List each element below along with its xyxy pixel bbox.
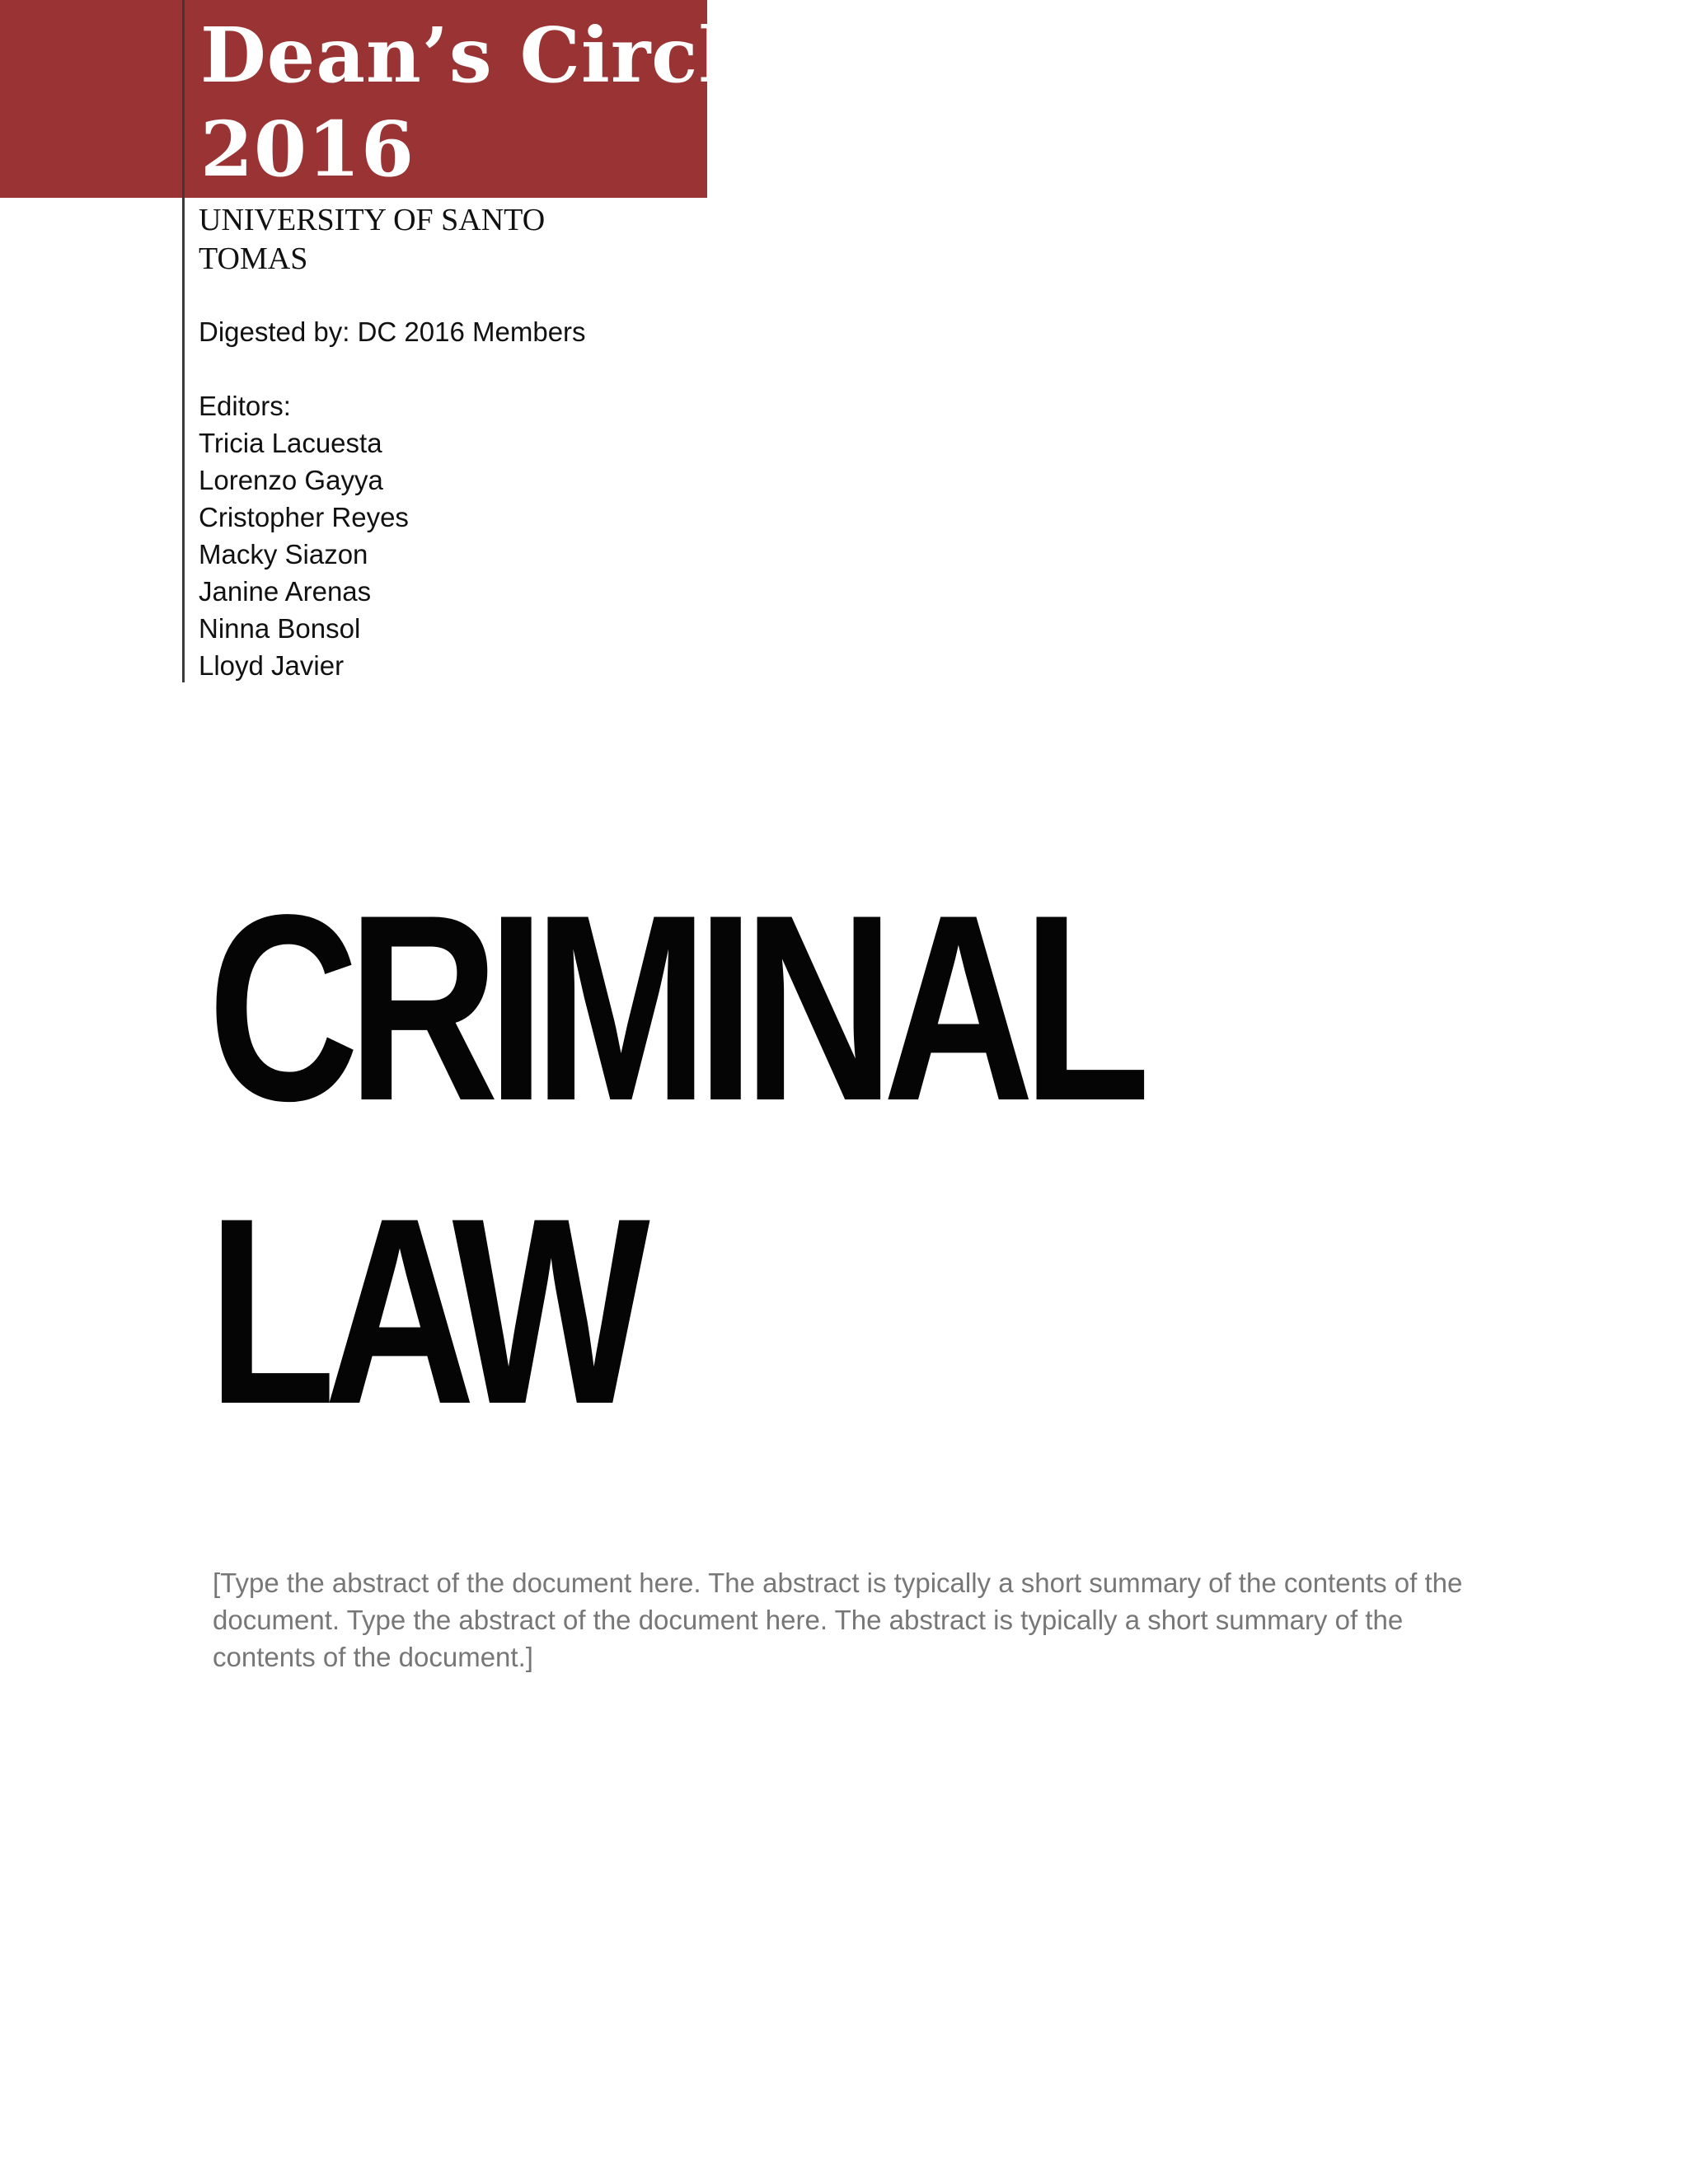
editor-name: Lorenzo Gayya bbox=[199, 465, 383, 495]
vertical-rule bbox=[182, 0, 185, 682]
document-title-line-1: CRIMINAL bbox=[208, 860, 1139, 1156]
editors-list bbox=[199, 387, 409, 684]
document-title-line-2: LAW bbox=[208, 1164, 639, 1460]
editors-label: Editors: bbox=[199, 391, 291, 421]
abstract-placeholder[interactable]: [Type the abstract of the document here. The abstract is typically a short summary of the contents of the document. Type the abstract of the document here. The abstract is typically a short summary of the contents of the document.] bbox=[213, 1568, 1463, 1672]
cover-title bbox=[200, 8, 777, 196]
digested-by: Digested by: DC 2016 Members bbox=[199, 316, 586, 347]
university-line-2: TOMAS bbox=[199, 241, 308, 276]
cover-title-line-1: Dean’s Circle bbox=[200, 11, 777, 100]
university-line-1: UNIVERSITY OF SANTO bbox=[199, 203, 546, 237]
editor-name: Tricia Lacuesta bbox=[199, 428, 382, 458]
editor-name: Macky Siazon bbox=[199, 539, 368, 569]
editor-name: Janine Arenas bbox=[199, 576, 372, 607]
document-title bbox=[208, 857, 1139, 1464]
cover-title-line-2: 2016 bbox=[200, 105, 415, 194]
editor-name: Lloyd Javier bbox=[199, 650, 345, 681]
editor-name: Cristopher Reyes bbox=[199, 502, 409, 532]
university-name bbox=[199, 201, 545, 279]
editor-name: Ninna Bonsol bbox=[199, 613, 361, 644]
